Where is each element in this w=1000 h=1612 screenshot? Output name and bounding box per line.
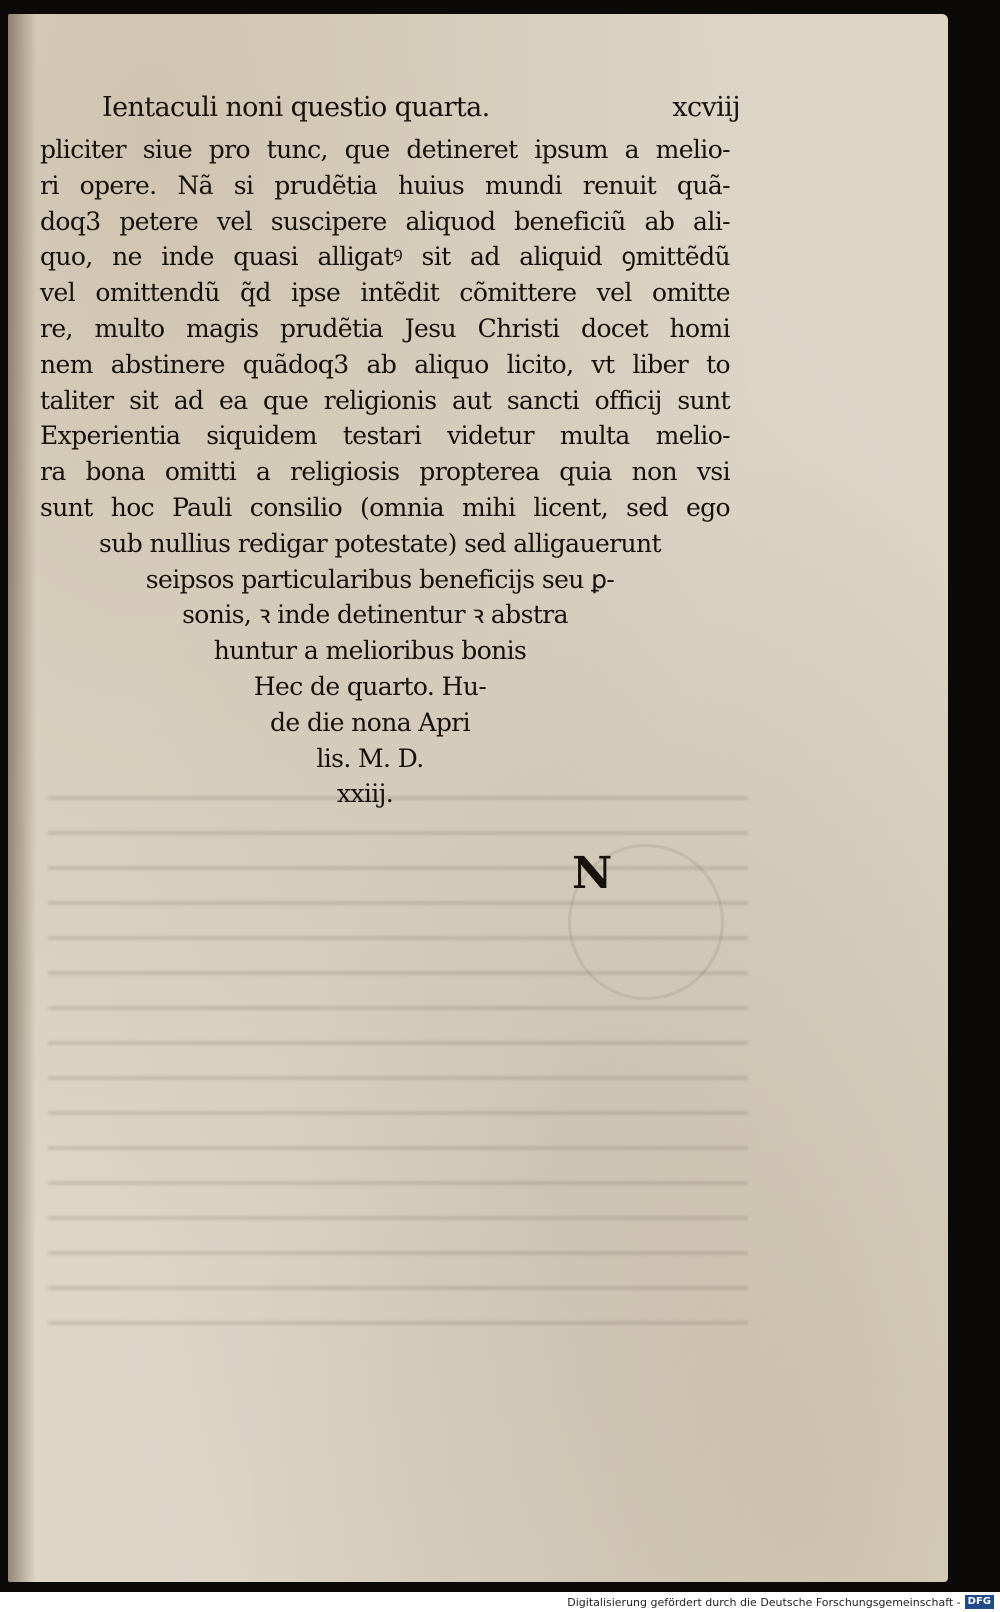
signature-mark: N [572, 848, 609, 899]
text-line: sunt hoc Pauli consilio (omnia mihi licent, sed ego [40, 492, 730, 522]
text-line: quo, ne inde quasi alligatꝰ sit ad aliquid ꝯmittẽdũ [40, 242, 730, 272]
text-line: pliciter siue pro tunc, que detineret ipsum a melio- [40, 135, 730, 164]
text-line: nem abstinere quãdoq3 ab aliquo licito, vt liber to [40, 349, 730, 379]
folio-number: xcviij [672, 92, 740, 123]
text-line: xxiij. [336, 779, 394, 809]
running-title: Ientaculi noni questio quarta. [102, 92, 490, 123]
text-block [40, 92, 740, 812]
page-gutter-shadow [8, 14, 36, 1582]
text-line: sonis, ꝛ inde detinentur ꝛ abstra [182, 600, 568, 630]
text-line: Hec de quarto. Hu- [253, 671, 487, 701]
text-line: ri opere. Nã si prudẽtia huius mundi renuit quã- [40, 170, 730, 200]
text-line: ra bona omitti a religiosis propterea quia non vsi [40, 457, 730, 487]
text-line: vel omittendũ q̃d ipse intẽdit cõmittere vel omitte [40, 278, 730, 308]
text-line: lis. M. D. [316, 743, 424, 773]
digitization-footer [0, 1592, 1000, 1612]
funding-credit: Digitalisierung gefördert durch die Deutsche Forschungsgemeinschaft - [567, 1595, 961, 1609]
text-line: re, multo magis prudẽtia Jesu Christi docet homi [40, 313, 730, 343]
text-line: doq3 petere vel suscipere aliquod beneficiũ ab ali- [40, 206, 730, 236]
text-line: sub nullius redigar potestate) sed alligauerunt [99, 528, 661, 558]
text-line: Experientia siquidem testari videtur multa melio- [40, 421, 730, 451]
text-line: de die nona Apri [270, 707, 470, 737]
text-line: seipsos particularibus beneficijs seu ꝑ- [145, 564, 615, 594]
text-line: taliter sit ad ea que religionis aut sancti officij sunt [40, 385, 730, 415]
text-line: huntur a melioribus bonis [213, 636, 527, 666]
page-header [102, 92, 740, 132]
dfg-logo: DFG [965, 1595, 994, 1609]
